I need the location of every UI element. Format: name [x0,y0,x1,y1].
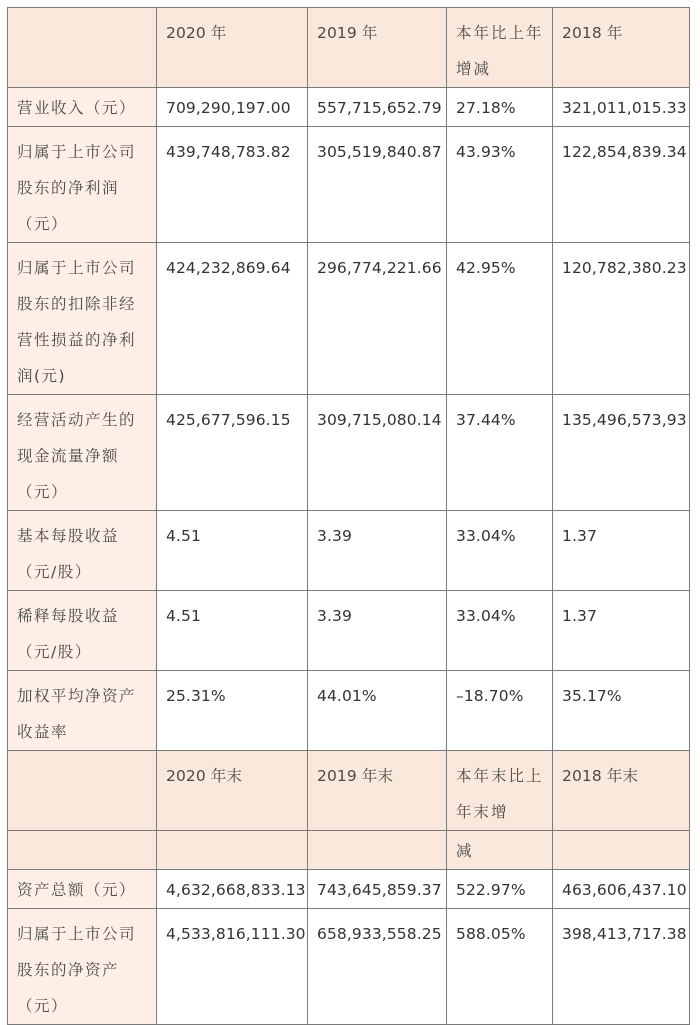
cell-2019: 305,519,840.87 [308,127,447,243]
cell-2020: 25.31% [157,671,308,751]
cell-2019: 309,715,080.14 [308,395,447,511]
cell-2018: 321,011,015.33 [553,88,690,127]
cell-yoy: 37.44% [447,395,553,511]
cell-2018-end: 463,606,437.10 [553,870,690,909]
row-label: 归属于上市公司股东的净资产（元） [8,909,157,1025]
table-row-basic-eps [8,511,690,591]
table-row-net-profit [8,127,690,243]
row-label: 经营活动产生的现金流量净额（元） [8,395,157,511]
table-row-net-profit-excl-nonrecurring [8,243,690,395]
cell-2018: 120,782,380.23 [553,243,690,395]
header-2020-end: 2020 年末 [157,751,308,831]
cell-2019: 3.39 [308,511,447,591]
cell-2020: 4.51 [157,511,308,591]
header-2019-end: 2019 年末 [308,751,447,831]
cell-2020-end: 4,632,668,833.13 [157,870,308,909]
row-label: 基本每股收益（元/股） [8,511,157,591]
cell-2020: 709,290,197.00 [157,88,308,127]
cell-2019: 44.01% [308,671,447,751]
financial-summary-table-container [7,7,690,1025]
header-2019: 2019 年 [308,8,447,88]
cell-yoy: 33.04% [447,591,553,671]
cell-yoy: 42.95% [447,243,553,395]
row-label: 归属于上市公司股东的净利润（元） [8,127,157,243]
header-empty-cell [308,831,447,870]
cell-2018-end: 398,413,717.38 [553,909,690,1025]
cell-2020: 424,232,869.64 [157,243,308,395]
row-label: 稀释每股收益（元/股） [8,591,157,671]
cell-2020: 4.51 [157,591,308,671]
table-row-total-assets [8,870,690,909]
header-2018-end: 2018 年末 [553,751,690,831]
row-label: 资产总额（元） [8,870,157,909]
cell-yoy: –18.70% [447,671,553,751]
table-row-revenue [8,88,690,127]
header-corner-cell [8,8,157,88]
header-yoy-change: 本年比上年增减 [447,8,553,88]
cell-2019: 3.39 [308,591,447,671]
header-empty-cell [553,831,690,870]
cell-2019-end: 743,645,859.37 [308,870,447,909]
balance-header-row [8,751,690,831]
cell-2020-end: 4,533,816,111.30 [157,909,308,1025]
header-yoy-end-change: 本年末比上年末增 [447,751,553,831]
header-corner-cell [8,751,157,831]
cell-2018: 35.17% [553,671,690,751]
cell-yoy: 43.93% [447,127,553,243]
row-label: 归属于上市公司股东的扣除非经营性损益的净利润(元) [8,243,157,395]
table-row-net-assets [8,909,690,1025]
cell-2018: 1.37 [553,511,690,591]
header-2020: 2020 年 [157,8,308,88]
header-corner-cell-cont [8,831,157,870]
cell-2019-end: 658,933,558.25 [308,909,447,1025]
table-row-weighted-roe [8,671,690,751]
cell-2020: 425,677,596.15 [157,395,308,511]
cell-2018: 135,496,573,93 [553,395,690,511]
financial-summary-table [7,7,690,1025]
cell-2020: 439,748,783.82 [157,127,308,243]
cell-yoy: 588.05% [447,909,553,1025]
balance-header-continuation-row [8,831,690,870]
cell-2018: 1.37 [553,591,690,671]
header-yoy-end-change-cont: 减 [447,831,553,870]
row-label: 加权平均净资产收益率 [8,671,157,751]
cell-2018: 122,854,839.34 [553,127,690,243]
table-row-operating-cash-flow [8,395,690,511]
cell-2019: 557,715,652.79 [308,88,447,127]
cell-yoy: 27.18% [447,88,553,127]
table-row-diluted-eps [8,591,690,671]
cell-yoy: 522.97% [447,870,553,909]
header-2018: 2018 年 [553,8,690,88]
row-label: 营业收入（元） [8,88,157,127]
cell-2019: 296,774,221.66 [308,243,447,395]
income-header-row [8,8,690,88]
header-empty-cell [157,831,308,870]
cell-yoy: 33.04% [447,511,553,591]
